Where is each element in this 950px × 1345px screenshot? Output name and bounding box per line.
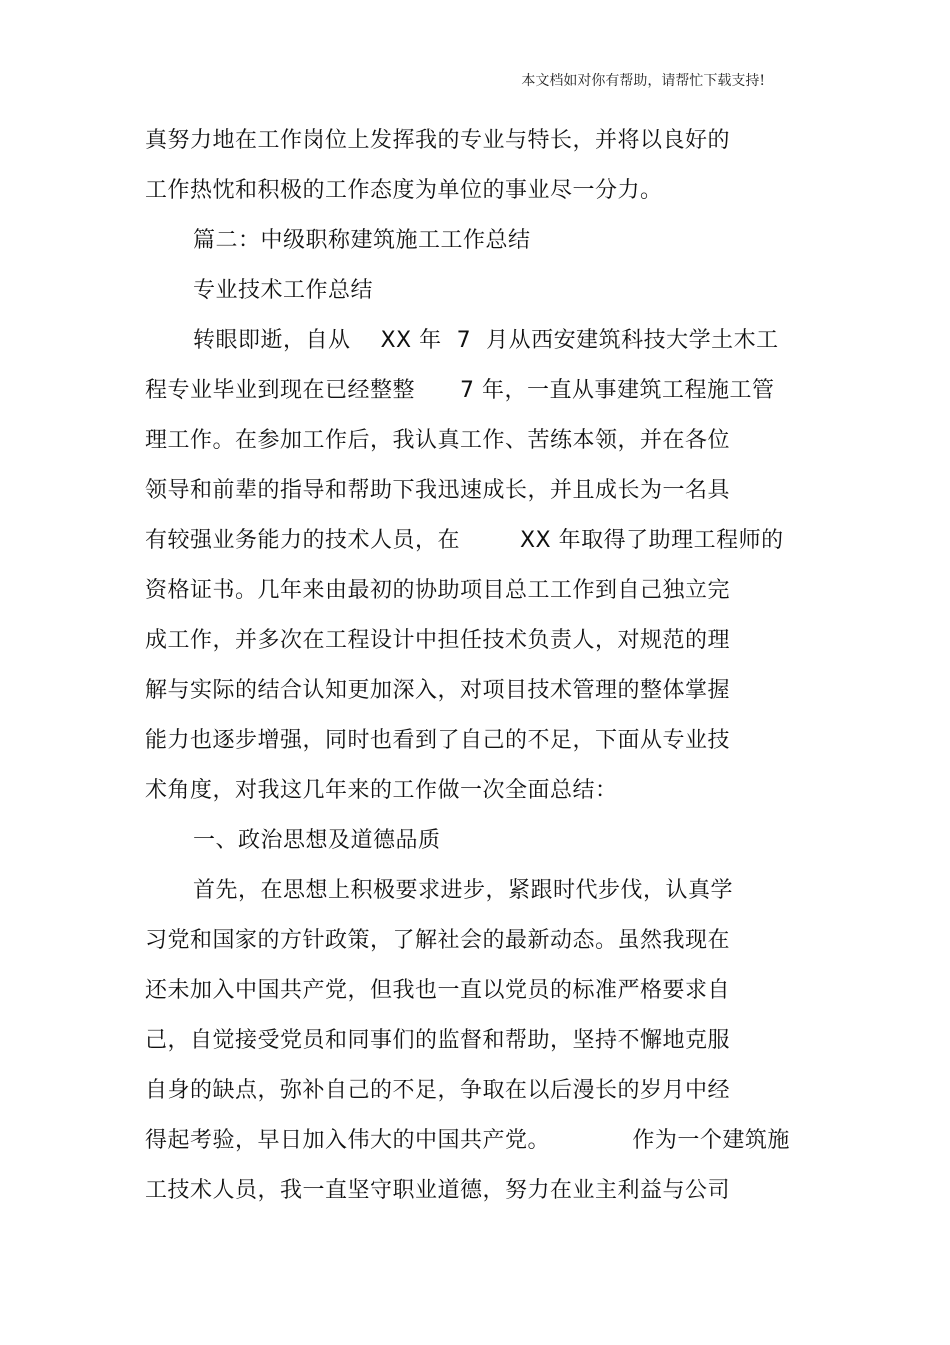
body-line: 术角度，对我这几年来的工作做一次全面总结： (145, 778, 618, 803)
body-line: 还未加入中国共产党，但我也一直以党员的标准严格要求自 (145, 978, 731, 1003)
body-line: 己，自觉接受党员和同事们的监督和帮助，坚持不懈地克服 (145, 1028, 731, 1053)
body-line: 首先，在思想上积极要求进步，紧跟时代步伐，认真学 (193, 878, 734, 903)
body-line: 真努力地在工作岗位上发挥我的专业与特长，并将以良好的 (145, 128, 731, 153)
section-heading: 一、政治思想及道德品质 (193, 828, 441, 853)
section-subheading: 专业技术工作总结 (193, 278, 374, 303)
body-line: 自身的缺点，弥补自己的不足，争取在以后漫长的岁月中经 (145, 1078, 731, 1103)
body-line: 工技术人员，我一直坚守职业道德，努力在业主利益与公司 (145, 1178, 731, 1203)
body-line: 习党和国家的方针政策，了解社会的最新动态。虽然我现在 (145, 928, 731, 953)
body-line: 成工作，并多次在工程设计中担任技术负责人，对规范的理 (145, 628, 731, 653)
body-line: 转眼即逝，自从 XX 年 7 月从西安建筑科技大学土木工 (193, 328, 779, 353)
body-line: 理工作。在参加工作后，我认真工作、苦练本领，并在各位 (145, 428, 731, 453)
body-line: 得起考验，早日加入伟大的中国共产党。 作为一个建筑施 (145, 1128, 790, 1153)
body-line: 解与实际的结合认知更加深入，对项目技术管理的整体掌握 (145, 678, 731, 703)
body-line: 有较强业务能力的技术人员，在 XX 年取得了助理工程师的 (145, 528, 784, 553)
body-line: 能力也逐步增强，同时也看到了自己的不足，下面从专业技 (145, 728, 731, 753)
body-line: 资格证书。几年来由最初的协助项目总工工作到自己独立完 (145, 578, 731, 603)
section-heading: 篇二：中级职称建筑施工工作总结 (193, 228, 531, 253)
header-note: 本文档如对你有帮助，请帮忙下载支持! (521, 73, 765, 89)
body-line: 程专业毕业到现在已经整整 7 年，一直从事建筑工程施工管 (145, 378, 775, 403)
body-line: 领导和前辈的指导和帮助下我迅速成长，并且成长为一名具 (145, 478, 731, 503)
body-line: 工作热忱和积极的工作态度为单位的事业尽一分力。 (145, 178, 663, 203)
